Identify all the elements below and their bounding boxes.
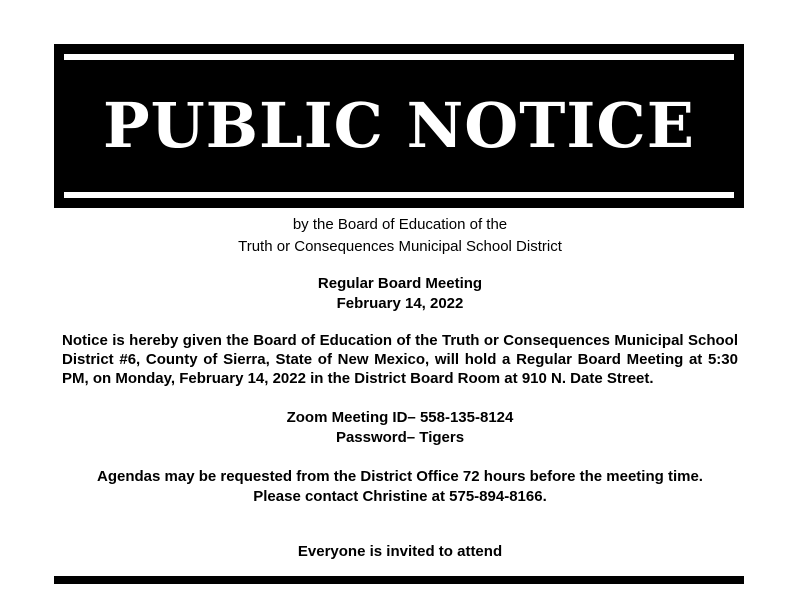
zoom-meeting-id: Zoom Meeting ID– 558-135-8124 <box>286 409 514 426</box>
byline-line-2: Truth or Consequences Municipal School District <box>238 238 562 255</box>
public-notice-banner <box>54 44 744 208</box>
agenda-line-1: Agendas may be requested from the District Office 72 hours before the meeting time. <box>97 468 703 485</box>
agenda-contact: Please contact Christine at 575-894-8166. <box>253 488 547 505</box>
zoom-details <box>0 408 800 448</box>
banner-title: PUBLIC NOTICE <box>102 89 696 162</box>
invitation-text: Everyone is invited to attend <box>297 543 503 560</box>
notice-paragraph: Notice is hereby given the Board of Education of the Truth or Consequences Municipal School District #6, County of Sierra, State of New Mexico, will hold a Regular Board Meeting at 5:30 PM, on Monday, February 14, 2022 in the District Board Room at 910 N. Date Street. <box>62 332 738 387</box>
banner-bottom-rule <box>64 192 734 198</box>
meeting-title: Regular Board Meeting <box>317 275 483 292</box>
byline <box>0 214 800 258</box>
zoom-password: Password– Tigers <box>335 429 465 446</box>
byline-line-1: by the Board of Education of the <box>292 216 508 233</box>
meeting-date: February 14, 2022 <box>336 295 464 312</box>
bottom-rule <box>54 576 744 584</box>
meeting-heading <box>0 274 800 314</box>
agenda-info <box>0 467 800 507</box>
banner-top-rule <box>64 54 734 60</box>
